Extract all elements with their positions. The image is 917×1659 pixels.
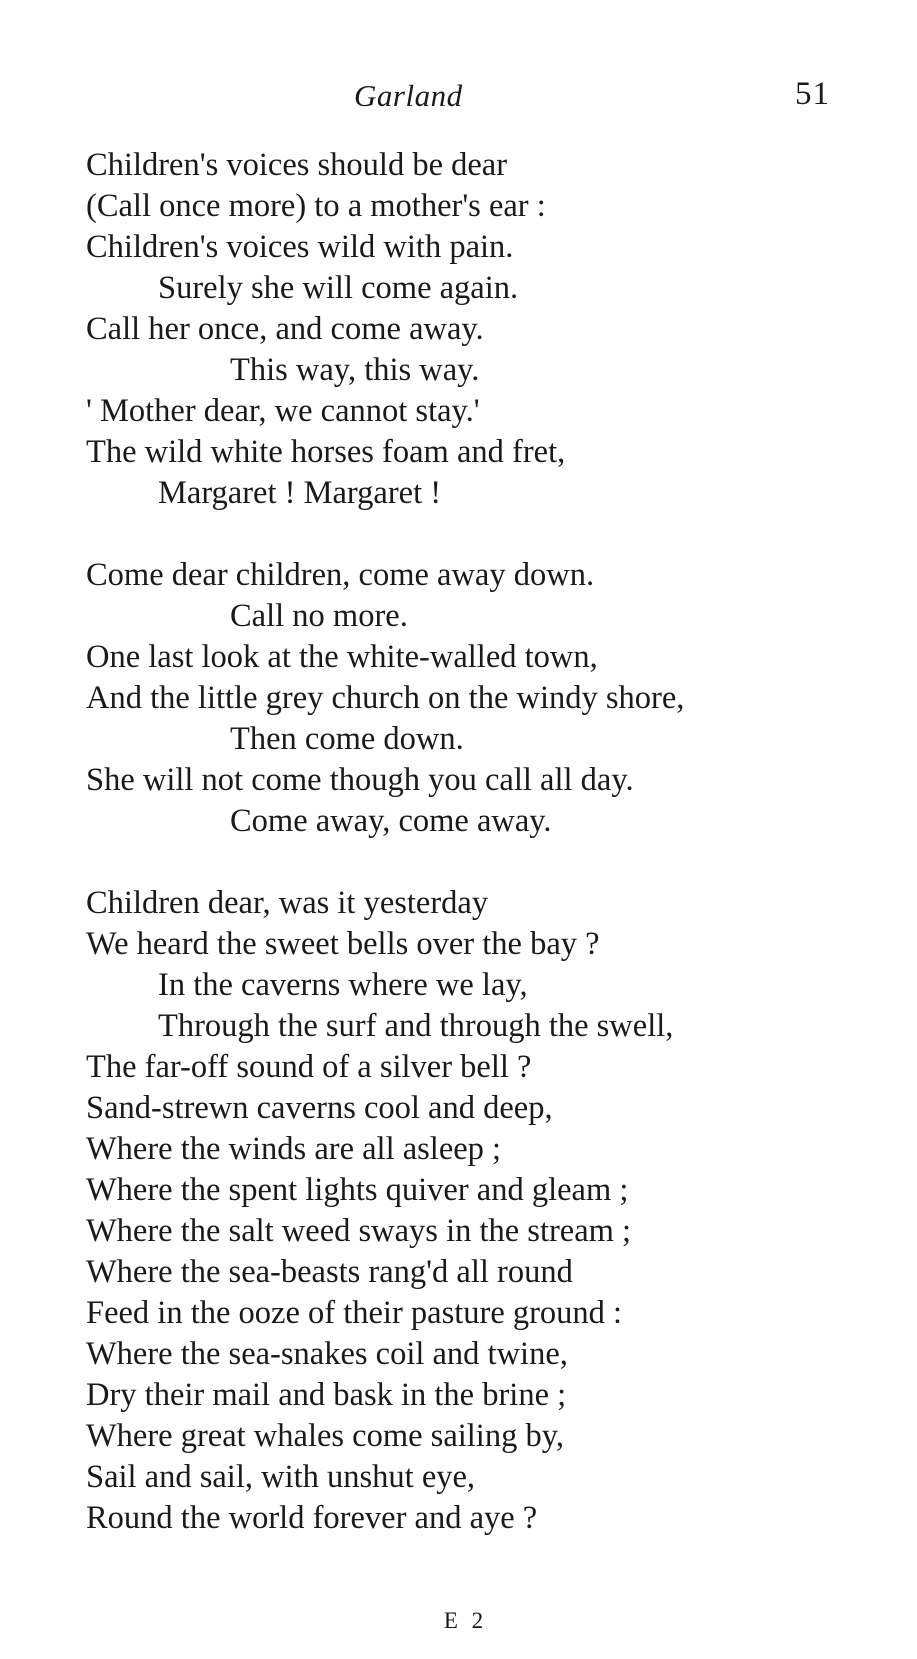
poem-line: Dry their mail and bask in the brine ;: [86, 1377, 567, 1413]
poem-line: We heard the sweet bells over the bay ?: [86, 926, 600, 962]
poem-line: Call no more.: [230, 598, 408, 634]
poem-line: Come dear children, come away down.: [86, 557, 595, 593]
signature-mark: E 2: [443, 1608, 488, 1633]
poem-line: And the little grey church on the windy shore,: [86, 680, 685, 716]
poem-line: Sand-strewn caverns cool and deep,: [86, 1090, 553, 1126]
poem-line: Call her once, and come away.: [86, 311, 484, 347]
poem-line: Where great whales come sailing by,: [86, 1418, 564, 1454]
poem-line: Sail and sail, with unshut eye,: [86, 1459, 476, 1495]
stanza: [86, 883, 886, 1539]
poem-line: ' Mother dear, we cannot stay.': [86, 393, 480, 429]
poem-line: This way, this way.: [230, 352, 480, 388]
poem-line: Surely she will come again.: [158, 270, 519, 306]
stanza-break: [86, 514, 886, 555]
poem-line: Where the sea-snakes coil and twine,: [86, 1336, 568, 1372]
poem-line: Children's voices wild with pain.: [86, 229, 514, 265]
poem-line: (Call once more) to a mother's ear :: [86, 188, 546, 224]
poem-line: Come away, come away.: [230, 803, 552, 839]
poem-line: Where the salt weed sways in the stream ;: [86, 1213, 632, 1249]
running-head: [0, 72, 917, 112]
stanza: [86, 145, 886, 514]
poem-line: The wild white horses foam and fret,: [86, 434, 566, 470]
poem-body: [86, 145, 886, 1539]
poem-line: Margaret ! Margaret !: [158, 475, 442, 511]
poem-line: Where the spent lights quiver and gleam ;: [86, 1172, 629, 1208]
poem-line: Children dear, was it yesterday: [86, 885, 489, 921]
poem-line: In the caverns where we lay,: [158, 967, 528, 1003]
poem-line: Feed in the ooze of their pasture ground :: [86, 1295, 623, 1331]
page-number: 51: [795, 76, 830, 112]
poem-line: One last look at the white-walled town,: [86, 639, 598, 675]
running-title: Garland: [354, 78, 463, 113]
stanza: [86, 555, 886, 842]
poem-line: She will not come though you call all day.: [86, 762, 634, 798]
poem-line: Where the sea-beasts rang'd all round: [86, 1254, 573, 1290]
poem-line: Round the world forever and aye ?: [86, 1500, 538, 1536]
poem-line: Where the winds are all asleep ;: [86, 1131, 502, 1167]
poem-line: Then come down.: [230, 721, 464, 757]
stanza-break: [86, 842, 886, 883]
poem-line: The far-off sound of a silver bell ?: [86, 1049, 532, 1085]
poem-line: Through the surf and through the swell,: [158, 1008, 674, 1044]
poem-line: Children's voices should be dear: [86, 147, 508, 183]
